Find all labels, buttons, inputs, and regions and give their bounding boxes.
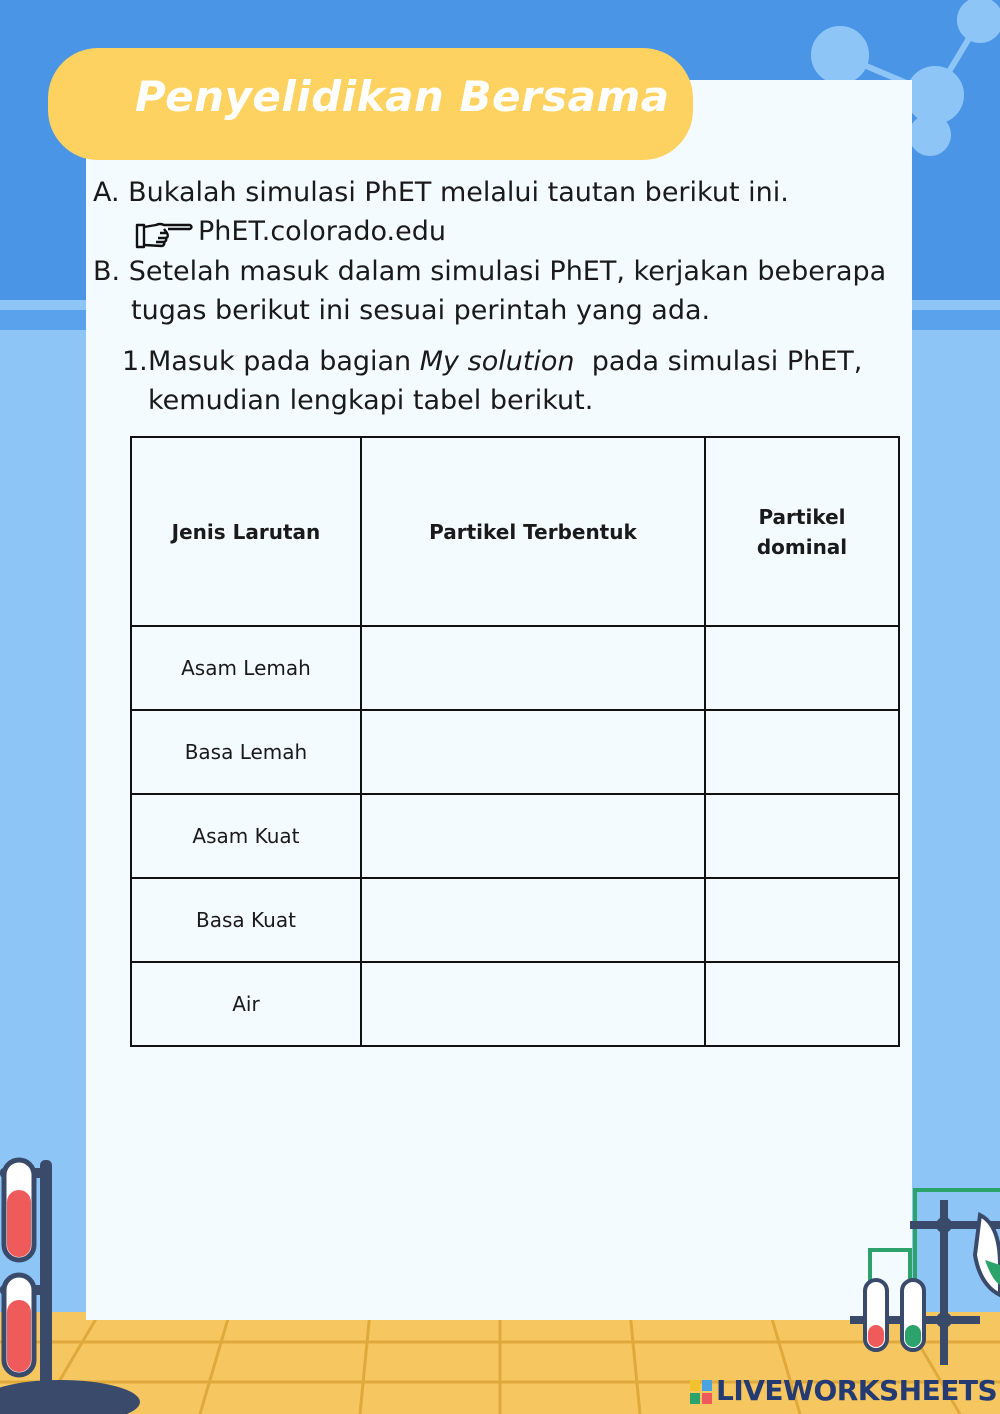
lab-apparatus-icon	[840, 1185, 1000, 1375]
header-partikel-dominal	[705, 437, 899, 626]
task-number: 1.	[122, 346, 148, 377]
table-row	[131, 878, 899, 962]
liveworksheets-logo	[690, 1374, 997, 1407]
cell-dominan-input[interactable]	[705, 794, 899, 878]
cell-jenis: Asam Kuat	[131, 794, 361, 878]
cell-partikel-input[interactable]	[361, 962, 705, 1046]
instruction-a: A. Bukalah simulasi PhET melalui tautan berikut ini.	[93, 177, 789, 208]
task-prefix: Masuk pada bagian	[148, 346, 420, 377]
cell-partikel-input[interactable]	[361, 710, 705, 794]
task-emphasis: My solution	[419, 346, 575, 377]
page-title: Penyelidikan Bersama	[135, 72, 670, 121]
cell-jenis: Asam Lemah	[131, 626, 361, 710]
cell-partikel-input[interactable]	[361, 626, 705, 710]
task-line1	[148, 346, 862, 377]
cell-dominan-input[interactable]	[705, 626, 899, 710]
table-row	[131, 962, 899, 1046]
cell-dominan-input[interactable]	[705, 710, 899, 794]
cell-jenis: Air	[131, 962, 361, 1046]
cell-dominan-input[interactable]	[705, 878, 899, 962]
liveworksheets-brand: LIVEWORKSHEETS	[716, 1374, 998, 1407]
task-line2: kemudian lengkapi tabel berikut.	[148, 385, 594, 416]
solution-table	[130, 436, 900, 1047]
task-suffix: pada simulasi PhET,	[574, 346, 863, 377]
header-partikel-dominal-text: Partikel dominal	[756, 504, 848, 559]
pointing-hand-icon	[134, 219, 194, 255]
liveworksheets-logo-icon	[690, 1380, 712, 1404]
table-row	[131, 794, 899, 878]
test-tube-rack-icon	[0, 1140, 140, 1414]
cell-partikel-input[interactable]	[361, 794, 705, 878]
cell-partikel-input[interactable]	[361, 878, 705, 962]
cell-jenis: Basa Kuat	[131, 878, 361, 962]
instruction-b-line1: B. Setelah masuk dalam simulasi PhET, kerjakan beberapa	[93, 256, 887, 287]
instruction-b-line2: tugas berikut ini sesuai perintah yang ada.	[131, 295, 711, 326]
header-jenis-larutan: Jenis Larutan	[131, 437, 361, 626]
cell-jenis: Basa Lemah	[131, 710, 361, 794]
table-header-row	[131, 437, 899, 626]
cell-dominan-input[interactable]	[705, 962, 899, 1046]
table-row	[131, 710, 899, 794]
table-row	[131, 626, 899, 710]
phet-link[interactable]: PhET.colorado.edu	[198, 216, 446, 247]
header-partikel-terbentuk: Partikel Terbentuk	[361, 437, 705, 626]
